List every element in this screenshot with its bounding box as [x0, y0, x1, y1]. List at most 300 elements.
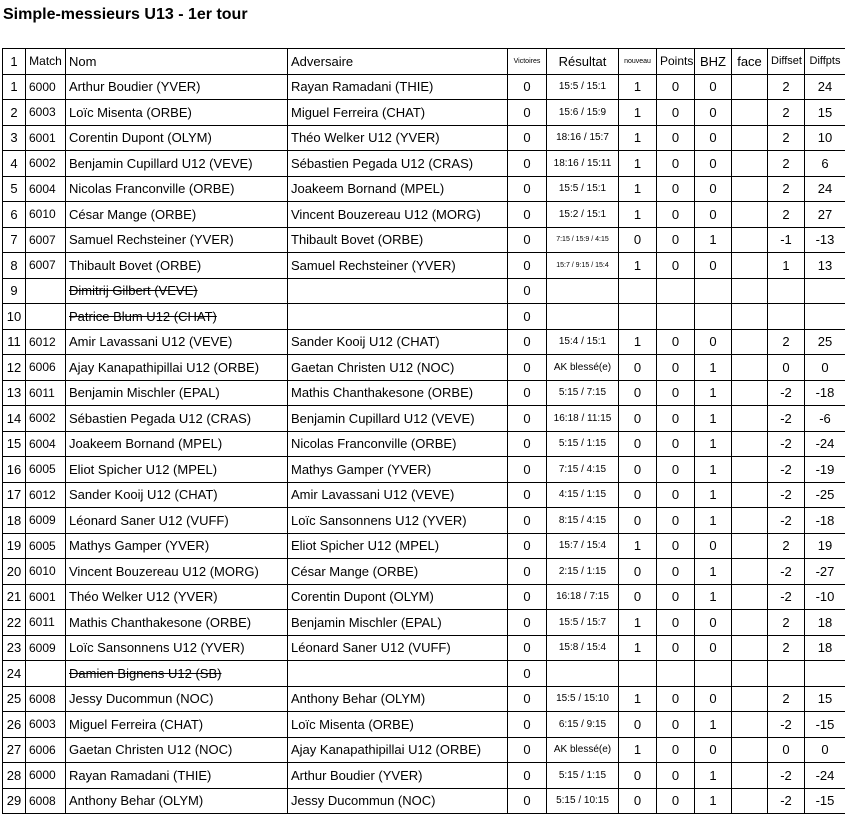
header-bhz: BHZ — [695, 49, 732, 75]
cell-match: 6003 — [26, 712, 66, 738]
cell-victoires: 0 — [508, 202, 547, 228]
table-row — [3, 559, 845, 585]
cell-match: 6005 — [26, 457, 66, 483]
cell-resultat: 15:8 / 15:4 — [547, 635, 619, 661]
cell-bhz: 0 — [695, 737, 732, 763]
cell-match: 6002 — [26, 151, 66, 177]
cell-bhz: 0 — [695, 686, 732, 712]
cell-nom: César Mange (ORBE) — [66, 202, 288, 228]
cell-match: 6001 — [26, 584, 66, 610]
cell-diffset: 2 — [768, 151, 805, 177]
cell-bhz — [695, 661, 732, 687]
cell-diffset: -2 — [768, 431, 805, 457]
cell-points: 0 — [657, 788, 695, 814]
cell-diffpts: -27 — [805, 559, 845, 585]
cell-points: 0 — [657, 227, 695, 253]
cell-diffpts — [805, 661, 845, 687]
cell-num: 19 — [3, 533, 26, 559]
cell-bhz: 1 — [695, 763, 732, 789]
cell-match: 6011 — [26, 610, 66, 636]
cell-points: 0 — [657, 355, 695, 381]
table-row — [3, 508, 845, 534]
cell-nouveau: 1 — [619, 686, 657, 712]
cell-resultat — [547, 278, 619, 304]
cell-adversaire: Arthur Boudier (YVER) — [288, 763, 508, 789]
cell-victoires: 0 — [508, 278, 547, 304]
cell-resultat: 7:15 / 15:9 / 4:15 — [547, 227, 619, 253]
cell-diffset: -1 — [768, 227, 805, 253]
cell-face — [732, 100, 768, 126]
cell-resultat: 2:15 / 1:15 — [547, 559, 619, 585]
cell-diffset: -2 — [768, 788, 805, 814]
cell-nouveau: 1 — [619, 329, 657, 355]
cell-diffpts — [805, 278, 845, 304]
cell-diffpts — [805, 304, 845, 330]
table-row — [3, 737, 845, 763]
cell-points — [657, 304, 695, 330]
cell-victoires: 0 — [508, 100, 547, 126]
cell-match: 6004 — [26, 176, 66, 202]
cell-adversaire: Vincent Bouzereau U12 (MORG) — [288, 202, 508, 228]
table-row — [3, 712, 845, 738]
cell-points: 0 — [657, 635, 695, 661]
cell-adversaire: Rayan Ramadani (THIE) — [288, 74, 508, 100]
cell-victoires: 0 — [508, 635, 547, 661]
cell-nom — [66, 278, 288, 304]
cell-points: 0 — [657, 100, 695, 126]
cell-resultat: 6:15 / 9:15 — [547, 712, 619, 738]
cell-bhz: 1 — [695, 406, 732, 432]
cell-match: 6000 — [26, 74, 66, 100]
cell-bhz: 0 — [695, 329, 732, 355]
cell-resultat: 16:18 / 11:15 — [547, 406, 619, 432]
cell-num: 29 — [3, 788, 26, 814]
cell-diffpts: 0 — [805, 737, 845, 763]
cell-adversaire: Corentin Dupont (OLYM) — [288, 584, 508, 610]
cell-nom — [66, 661, 288, 687]
cell-victoires: 0 — [508, 74, 547, 100]
cell-nouveau: 1 — [619, 737, 657, 763]
cell-num: 8 — [3, 253, 26, 279]
cell-nouveau: 0 — [619, 355, 657, 381]
table-row — [3, 176, 845, 202]
cell-match: 6003 — [26, 100, 66, 126]
cell-face — [732, 74, 768, 100]
cell-adversaire: Eliot Spicher U12 (MPEL) — [288, 533, 508, 559]
cell-diffset: -2 — [768, 763, 805, 789]
cell-adversaire: Samuel Rechsteiner (YVER) — [288, 253, 508, 279]
cell-points: 0 — [657, 482, 695, 508]
cell-match — [26, 304, 66, 330]
cell-nouveau: 0 — [619, 227, 657, 253]
header-nouveau: nouveau — [619, 49, 657, 75]
cell-bhz: 1 — [695, 457, 732, 483]
cell-bhz: 1 — [695, 482, 732, 508]
header-victoires: Victoires — [508, 49, 547, 75]
cell-face — [732, 610, 768, 636]
table-row — [3, 202, 845, 228]
cell-victoires: 0 — [508, 584, 547, 610]
cell-nom: Théo Welker U12 (YVER) — [66, 584, 288, 610]
cell-resultat: AK blessé(e) — [547, 355, 619, 381]
header-resultat: Résultat — [547, 49, 619, 75]
table-row — [3, 406, 845, 432]
cell-diffset: 1 — [768, 253, 805, 279]
cell-match: 6008 — [26, 788, 66, 814]
cell-num: 11 — [3, 329, 26, 355]
cell-resultat: 4:15 / 1:15 — [547, 482, 619, 508]
cell-face — [732, 712, 768, 738]
cell-diffset — [768, 661, 805, 687]
cell-nouveau: 0 — [619, 584, 657, 610]
cell-num: 10 — [3, 304, 26, 330]
cell-nouveau: 0 — [619, 763, 657, 789]
cell-diffpts: -15 — [805, 712, 845, 738]
cell-points: 0 — [657, 686, 695, 712]
cell-victoires: 0 — [508, 533, 547, 559]
cell-diffpts: -25 — [805, 482, 845, 508]
cell-nouveau: 1 — [619, 635, 657, 661]
cell-diffset: -2 — [768, 559, 805, 585]
cell-diffset: 2 — [768, 176, 805, 202]
cell-num: 28 — [3, 763, 26, 789]
cell-match — [26, 278, 66, 304]
cell-victoires: 0 — [508, 431, 547, 457]
cell-points: 0 — [657, 431, 695, 457]
cell-adversaire: Benjamin Mischler (EPAL) — [288, 610, 508, 636]
table-row — [3, 763, 845, 789]
header-match: Match — [26, 49, 66, 75]
page-title: Simple-messieurs U13 - 1er tour — [3, 6, 248, 23]
cell-nom: Samuel Rechsteiner (YVER) — [66, 227, 288, 253]
cell-adversaire: Sébastien Pegada U12 (CRAS) — [288, 151, 508, 177]
cell-bhz: 0 — [695, 202, 732, 228]
table-row — [3, 584, 845, 610]
cell-diffset: 2 — [768, 202, 805, 228]
cell-bhz: 0 — [695, 125, 732, 151]
cell-face — [732, 482, 768, 508]
cell-victoires: 0 — [508, 610, 547, 636]
cell-match: 6006 — [26, 737, 66, 763]
cell-nom: Joakeem Bornand (MPEL) — [66, 431, 288, 457]
cell-match: 6002 — [26, 406, 66, 432]
cell-diffpts: -19 — [805, 457, 845, 483]
cell-nom: Jessy Ducommun (NOC) — [66, 686, 288, 712]
cell-diffpts: 18 — [805, 610, 845, 636]
cell-bhz: 0 — [695, 610, 732, 636]
cell-bhz: 0 — [695, 533, 732, 559]
cell-bhz: 0 — [695, 151, 732, 177]
header-face: face — [732, 49, 768, 75]
cell-diffset: -2 — [768, 380, 805, 406]
cell-num: 23 — [3, 635, 26, 661]
cell-resultat: 16:18 / 7:15 — [547, 584, 619, 610]
cell-face — [732, 227, 768, 253]
cell-victoires: 0 — [508, 355, 547, 381]
cell-match: 6007 — [26, 227, 66, 253]
cell-match: 6009 — [26, 508, 66, 534]
cell-resultat: 15:5 / 15:1 — [547, 74, 619, 100]
cell-nouveau: 0 — [619, 559, 657, 585]
cell-num: 6 — [3, 202, 26, 228]
header-nom: Nom — [66, 49, 288, 75]
cell-resultat: 15:5 / 15:7 — [547, 610, 619, 636]
cell-diffset: 2 — [768, 125, 805, 151]
cell-diffpts: 10 — [805, 125, 845, 151]
table-row — [3, 431, 845, 457]
cell-adversaire: Amir Lavassani U12 (VEVE) — [288, 482, 508, 508]
cell-num: 16 — [3, 457, 26, 483]
cell-points: 0 — [657, 253, 695, 279]
cell-bhz: 1 — [695, 431, 732, 457]
cell-points: 0 — [657, 712, 695, 738]
header-num: 1 — [3, 49, 26, 75]
cell-diffset: 2 — [768, 610, 805, 636]
cell-nouveau: 1 — [619, 176, 657, 202]
cell-nouveau: 0 — [619, 482, 657, 508]
cell-num: 3 — [3, 125, 26, 151]
cell-bhz: 0 — [695, 635, 732, 661]
cell-nouveau: 1 — [619, 74, 657, 100]
cell-nouveau: 1 — [619, 610, 657, 636]
cell-adversaire: Sander Kooij U12 (CHAT) — [288, 329, 508, 355]
cell-adversaire — [288, 661, 508, 687]
cell-face — [732, 406, 768, 432]
cell-num: 4 — [3, 151, 26, 177]
cell-points: 0 — [657, 380, 695, 406]
cell-match: 6001 — [26, 125, 66, 151]
cell-diffpts: -6 — [805, 406, 845, 432]
cell-nouveau — [619, 661, 657, 687]
cell-nouveau: 0 — [619, 431, 657, 457]
cell-bhz: 0 — [695, 253, 732, 279]
cell-resultat: 15:4 / 15:1 — [547, 329, 619, 355]
cell-face — [732, 304, 768, 330]
cell-points: 0 — [657, 74, 695, 100]
cell-nom: Gaetan Christen U12 (NOC) — [66, 737, 288, 763]
header-diffpts: Diffpts — [805, 49, 845, 75]
cell-victoires: 0 — [508, 661, 547, 687]
cell-num: 15 — [3, 431, 26, 457]
cell-diffpts: 24 — [805, 176, 845, 202]
cell-face — [732, 533, 768, 559]
cell-diffset: 0 — [768, 355, 805, 381]
cell-adversaire: Nicolas Franconville (ORBE) — [288, 431, 508, 457]
cell-num: 9 — [3, 278, 26, 304]
cell-victoires: 0 — [508, 380, 547, 406]
cell-bhz: 1 — [695, 788, 732, 814]
cell-diffpts: 25 — [805, 329, 845, 355]
cell-victoires: 0 — [508, 227, 547, 253]
cell-victoires: 0 — [508, 125, 547, 151]
cell-nom: Arthur Boudier (YVER) — [66, 74, 288, 100]
cell-victoires: 0 — [508, 508, 547, 534]
cell-victoires: 0 — [508, 406, 547, 432]
cell-bhz: 0 — [695, 74, 732, 100]
cell-victoires: 0 — [508, 763, 547, 789]
header-diffset: Diffset — [768, 49, 805, 75]
cell-resultat — [547, 661, 619, 687]
cell-nouveau: 1 — [619, 533, 657, 559]
cell-num: 24 — [3, 661, 26, 687]
cell-points: 0 — [657, 737, 695, 763]
cell-num: 13 — [3, 380, 26, 406]
cell-match: 6007 — [26, 253, 66, 279]
cell-nom: Sander Kooij U12 (CHAT) — [66, 482, 288, 508]
cell-adversaire: Miguel Ferreira (CHAT) — [288, 100, 508, 126]
cell-adversaire: Jessy Ducommun (NOC) — [288, 788, 508, 814]
cell-diffset: -2 — [768, 584, 805, 610]
cell-nouveau: 1 — [619, 253, 657, 279]
cell-points: 0 — [657, 584, 695, 610]
cell-face — [732, 380, 768, 406]
cell-adversaire: Gaetan Christen U12 (NOC) — [288, 355, 508, 381]
cell-nom: Loïc Misenta (ORBE) — [66, 100, 288, 126]
cell-bhz: 1 — [695, 355, 732, 381]
cell-resultat: 15:2 / 15:1 — [547, 202, 619, 228]
cell-diffset: 2 — [768, 686, 805, 712]
cell-num: 5 — [3, 176, 26, 202]
cell-num: 12 — [3, 355, 26, 381]
cell-nom: Benjamin Cupillard U12 (VEVE) — [66, 151, 288, 177]
cell-diffpts: 0 — [805, 355, 845, 381]
cell-diffset: -2 — [768, 508, 805, 534]
cell-face — [732, 329, 768, 355]
table-row — [3, 278, 845, 304]
table-row — [3, 100, 845, 126]
cell-adversaire: Loïc Sansonnens U12 (YVER) — [288, 508, 508, 534]
cell-bhz — [695, 278, 732, 304]
cell-resultat: 15:7 / 9:15 / 15:4 — [547, 253, 619, 279]
cell-resultat: 15:7 / 15:4 — [547, 533, 619, 559]
cell-bhz — [695, 304, 732, 330]
cell-resultat: 18:16 / 15:11 — [547, 151, 619, 177]
cell-diffset: -2 — [768, 457, 805, 483]
cell-diffset: -2 — [768, 482, 805, 508]
cell-adversaire: Ajay Kanapathipillai U12 (ORBE) — [288, 737, 508, 763]
cell-nouveau: 0 — [619, 788, 657, 814]
table-row — [3, 661, 845, 687]
cell-resultat: 15:5 / 15:1 — [547, 176, 619, 202]
cell-bhz: 1 — [695, 559, 732, 585]
header-points: Points — [657, 49, 695, 75]
table-row — [3, 329, 845, 355]
cell-diffpts: -10 — [805, 584, 845, 610]
cell-diffpts: -24 — [805, 763, 845, 789]
cell-num: 2 — [3, 100, 26, 126]
cell-resultat — [547, 304, 619, 330]
cell-points — [657, 278, 695, 304]
cell-face — [732, 151, 768, 177]
cell-diffpts: 18 — [805, 635, 845, 661]
cell-resultat: 5:15 / 1:15 — [547, 763, 619, 789]
cell-adversaire: Mathis Chanthakesone (ORBE) — [288, 380, 508, 406]
cell-nom: Vincent Bouzereau U12 (MORG) — [66, 559, 288, 585]
cell-match: 6010 — [26, 559, 66, 585]
cell-victoires: 0 — [508, 559, 547, 585]
cell-adversaire: Thibault Bovet (ORBE) — [288, 227, 508, 253]
cell-num: 17 — [3, 482, 26, 508]
cell-num: 27 — [3, 737, 26, 763]
cell-match: 6012 — [26, 329, 66, 355]
cell-adversaire: Benjamin Cupillard U12 (VEVE) — [288, 406, 508, 432]
cell-match: 6012 — [26, 482, 66, 508]
cell-diffpts: 13 — [805, 253, 845, 279]
cell-diffset: 2 — [768, 533, 805, 559]
cell-face — [732, 635, 768, 661]
table-row — [3, 635, 845, 661]
cell-face — [732, 508, 768, 534]
cell-diffpts: 15 — [805, 100, 845, 126]
cell-nom: Miguel Ferreira (CHAT) — [66, 712, 288, 738]
cell-nom: Amir Lavassani U12 (VEVE) — [66, 329, 288, 355]
cell-resultat: 8:15 / 4:15 — [547, 508, 619, 534]
cell-nom — [66, 304, 288, 330]
cell-points: 0 — [657, 202, 695, 228]
cell-victoires: 0 — [508, 151, 547, 177]
withdrawn-player-name: Damien Bignens U12 (SB) — [69, 665, 222, 681]
table-row — [3, 74, 845, 100]
cell-diffpts: 6 — [805, 151, 845, 177]
cell-nouveau: 1 — [619, 125, 657, 151]
table-row — [3, 686, 845, 712]
table-row — [3, 355, 845, 381]
cell-face — [732, 202, 768, 228]
cell-diffpts: 15 — [805, 686, 845, 712]
cell-match: 6004 — [26, 431, 66, 457]
cell-bhz: 1 — [695, 584, 732, 610]
cell-diffset: 2 — [768, 74, 805, 100]
cell-victoires: 0 — [508, 457, 547, 483]
cell-bhz: 1 — [695, 380, 732, 406]
cell-face — [732, 278, 768, 304]
cell-resultat: 15:5 / 15:10 — [547, 686, 619, 712]
cell-diffpts: -13 — [805, 227, 845, 253]
cell-nouveau: 1 — [619, 100, 657, 126]
cell-nouveau: 0 — [619, 406, 657, 432]
cell-num: 22 — [3, 610, 26, 636]
cell-bhz: 0 — [695, 100, 732, 126]
cell-points: 0 — [657, 763, 695, 789]
cell-diffset — [768, 278, 805, 304]
cell-diffset: -2 — [768, 406, 805, 432]
cell-points — [657, 661, 695, 687]
header-row — [3, 49, 845, 75]
withdrawn-player-name: Dimitrij Gilbert (VEVE) — [69, 283, 198, 299]
cell-nom: Mathis Chanthakesone (ORBE) — [66, 610, 288, 636]
cell-points: 0 — [657, 406, 695, 432]
table-row — [3, 610, 845, 636]
cell-num: 20 — [3, 559, 26, 585]
cell-points: 0 — [657, 125, 695, 151]
cell-nouveau: 0 — [619, 380, 657, 406]
cell-bhz: 1 — [695, 508, 732, 534]
cell-face — [732, 737, 768, 763]
cell-adversaire: César Mange (ORBE) — [288, 559, 508, 585]
cell-diffpts: -18 — [805, 380, 845, 406]
cell-nom: Benjamin Mischler (EPAL) — [66, 380, 288, 406]
cell-num: 1 — [3, 74, 26, 100]
cell-points: 0 — [657, 329, 695, 355]
cell-face — [732, 584, 768, 610]
cell-nom: Mathys Gamper (YVER) — [66, 533, 288, 559]
table-row — [3, 788, 845, 814]
cell-face — [732, 788, 768, 814]
cell-victoires: 0 — [508, 329, 547, 355]
table-row — [3, 304, 845, 330]
cell-match: 6000 — [26, 763, 66, 789]
cell-face — [732, 763, 768, 789]
